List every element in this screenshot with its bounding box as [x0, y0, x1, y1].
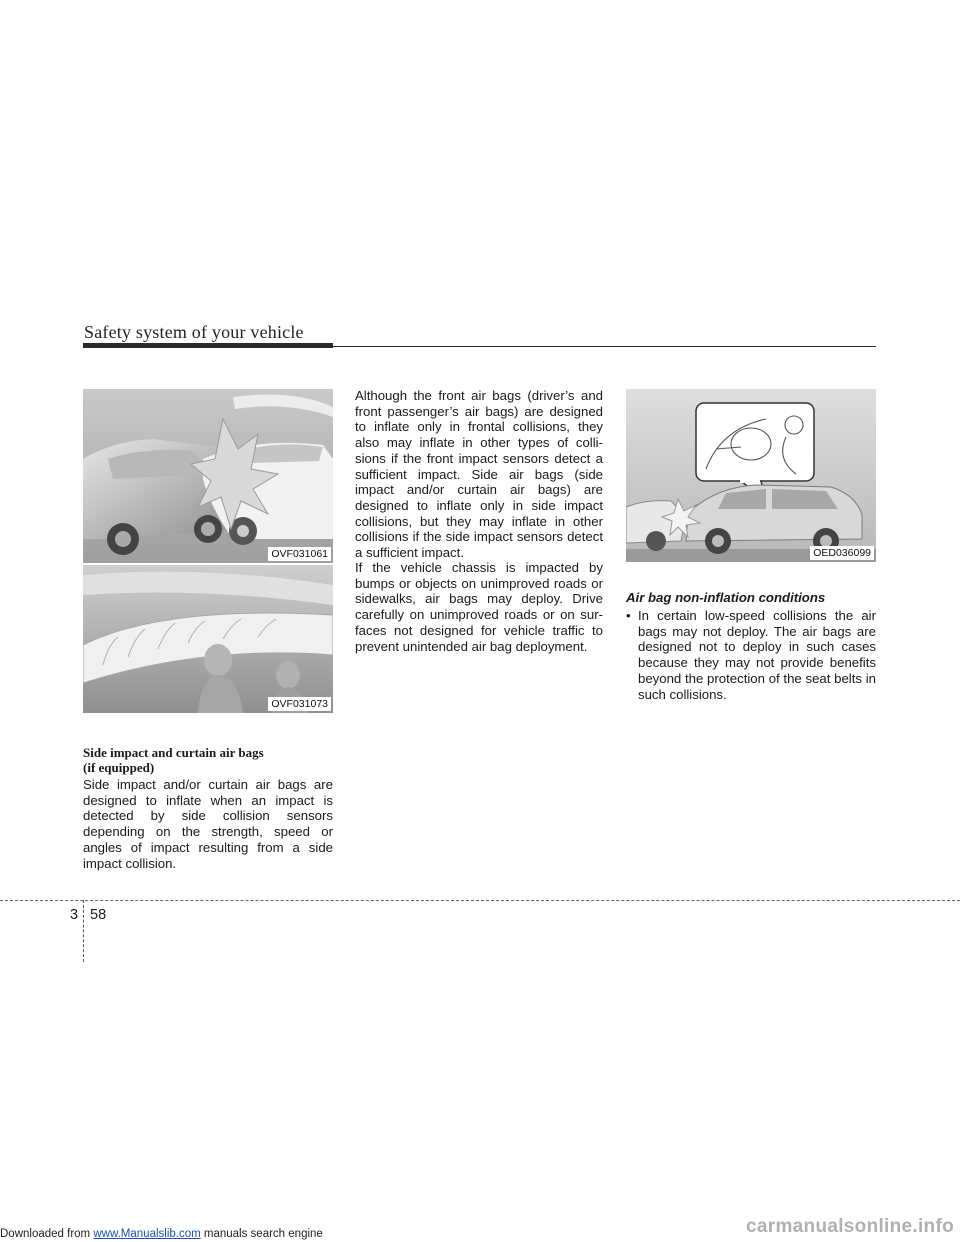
manualslib-link[interactable]: www.Manualslib.com — [93, 1228, 201, 1240]
subhead-line-2: (if equipped) — [83, 760, 155, 775]
rear-collision-illustration — [626, 389, 876, 562]
download-suffix: manuals search engine — [200, 1228, 323, 1240]
subhead-line-1: Side impact and curtain air bags — [83, 745, 264, 760]
page-number: 58 — [90, 907, 107, 923]
side-impact-illustration — [83, 389, 333, 563]
header-rule-thin — [333, 346, 876, 347]
figure-curtain-air-bags — [83, 565, 333, 713]
watermark: carmanualsonline.info — [746, 1216, 954, 1237]
section-title: Safety system of your vehicle — [84, 322, 304, 342]
subhead-side-curtain — [83, 745, 333, 775]
download-notice — [0, 1228, 323, 1240]
figure-rear-collision — [626, 389, 876, 562]
paragraph-unimproved-roads: If the vehicle chassis is impacted by bumps or objects on unimproved roads or sidewalks, air bags may deploy. Drive carefully on unimproved roads or on sur-faces not designed for vehicle traffic to prevent unintended air bag deployment. — [355, 560, 603, 654]
figure-code: OVF031073 — [268, 697, 331, 711]
footer-dashed-rule — [0, 900, 960, 901]
figure-code: OED036099 — [810, 546, 874, 560]
section-number: 3 — [70, 907, 79, 923]
bullet-marker: • — [626, 608, 631, 623]
bullet-low-speed — [626, 608, 876, 702]
curtain-airbag-illustration — [83, 565, 333, 713]
bullet-text: In certain low-speed collisions the air bags may not deploy. The air bags are designed not to deploy in such cases because they may not provide benefits beyond the protection of the seat belts in such collisions. — [638, 608, 876, 702]
header-rule-thick — [83, 343, 333, 348]
paragraph-front-airbags: Although the front air bags (driver’s and front passenger’s air bags) are designed to inflate only in frontal collisions, they also may inflate in other types of colli-sions if the front impact sensors detect a sufficient impact. Side air bags (side impact and/or curtain air bags) are designed to inflate only in side impact collisions, but they may inflate in other collisions if the side impact sensors detect a sufficient impact. — [355, 388, 603, 561]
paragraph-side-curtain: Side impact and/or curtain air bags are designed to inflate when an impact is detected by side collision sensors depending on the strength, speed or angles of impact resulting from a side impact collision. — [83, 777, 333, 871]
footer-dashed-divider — [83, 900, 84, 962]
subhead-non-inflation: Air bag non-inflation conditions — [626, 590, 826, 605]
download-prefix: Downloaded from — [0, 1228, 94, 1240]
figure-code: OVF031061 — [268, 547, 331, 561]
figure-side-impact-collision — [83, 389, 333, 563]
